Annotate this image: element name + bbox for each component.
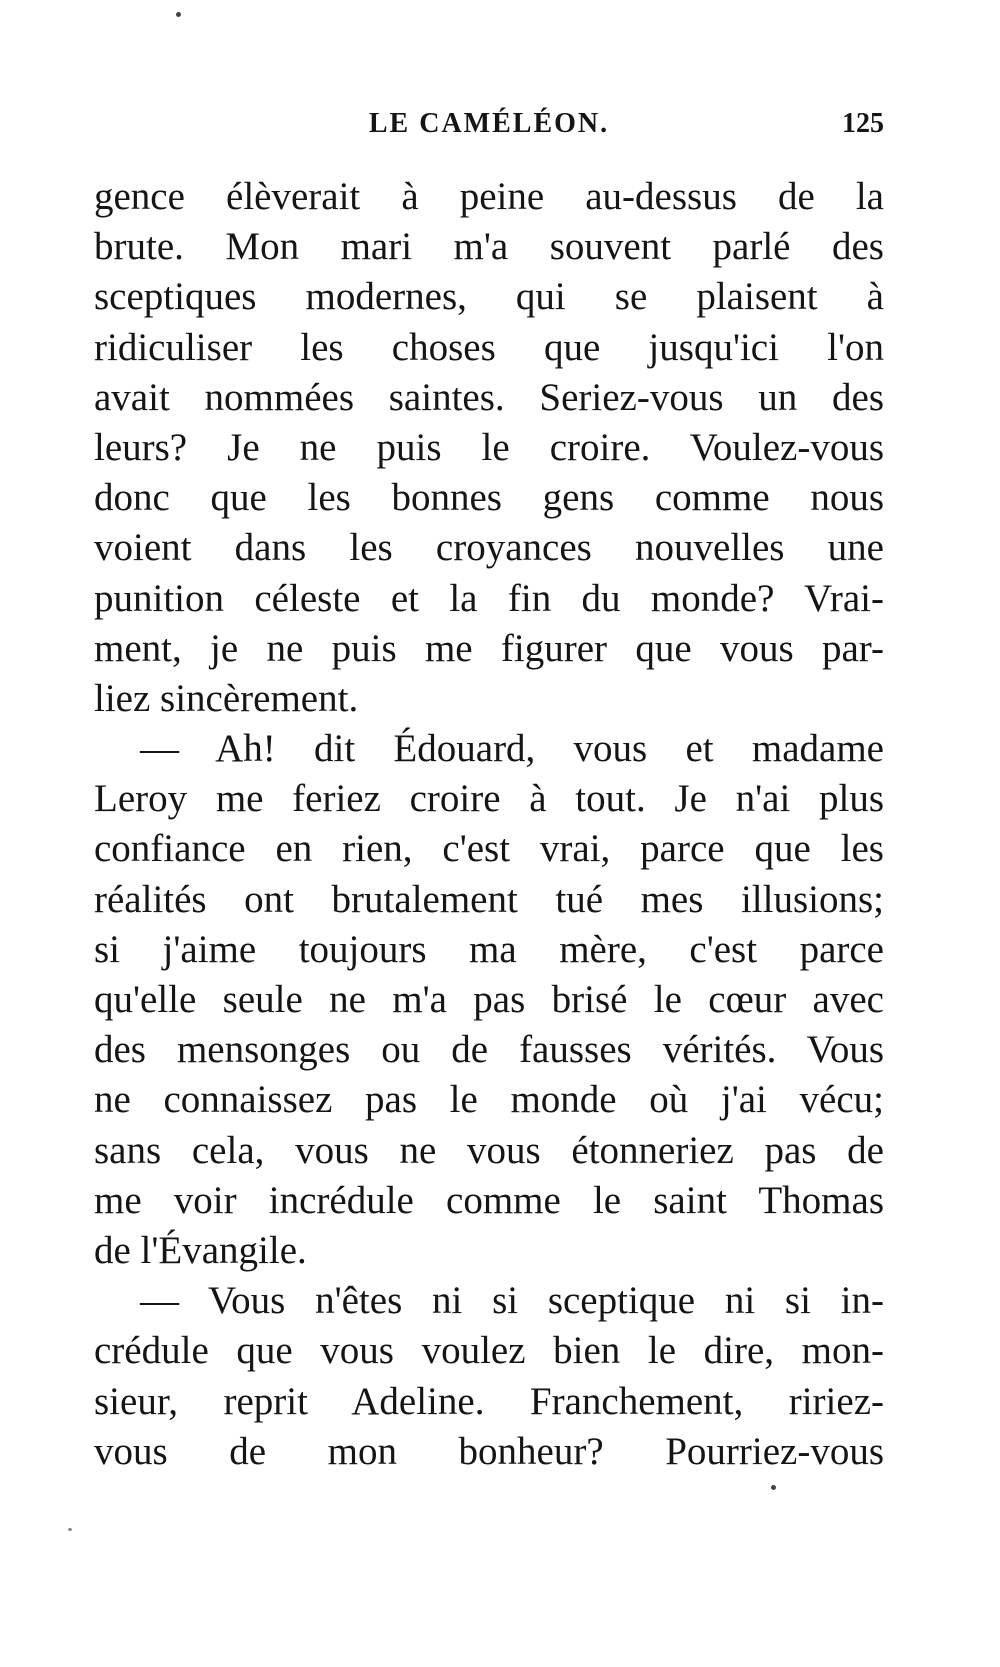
text-line: crédule que vous voulez bien le dire, mon- (94, 1329, 884, 1373)
text-line: si j'aime toujours ma mère, c'est parce (94, 927, 884, 971)
text-line: leurs? Je ne puis le croire. Voulez-vous (94, 425, 884, 469)
page-header (94, 108, 884, 148)
text-line: sceptiques modernes, qui se plaisent à (94, 275, 884, 319)
body-text (94, 172, 884, 1477)
text-line: vous de mon bonheur? Pourriez-vous (94, 1429, 884, 1473)
text-line: Leroy me feriez croire à tout. Je n'ai plus (94, 777, 884, 821)
text-line: brute. Mon mari m'a souvent parlé des (94, 225, 884, 269)
text-line: qu'elle seule ne m'a pas brisé le cœur avec (94, 978, 884, 1021)
page-number: 125 (842, 108, 884, 139)
scan-speck (771, 1485, 776, 1490)
text-line: liez sincèrement. (94, 676, 359, 720)
text-line: voient dans les croyances nouvelles une (94, 526, 884, 570)
text-line: — Ah! dit Édouard, vous et madame (140, 727, 884, 771)
text-line: sieur, reprit Adeline. Franchement, ririez- (94, 1379, 884, 1423)
text-line: des mensonges ou de fausses vérités. Vous (94, 1028, 884, 1072)
text-line: punition céleste et la fin du monde? Vrai- (94, 576, 884, 620)
text-line: avait nommées saintes. Seriez-vous un des (94, 375, 884, 419)
text-line: sans cela, vous ne vous étonneriez pas de (94, 1128, 884, 1172)
text-line: de l'Évangile. (94, 1228, 307, 1272)
text-line: ridiculiser les choses que jusqu'ici l'on (94, 325, 884, 369)
scan-speck (176, 12, 181, 17)
scan-speck (68, 1528, 72, 1531)
text-line: réalités ont brutalement tué mes illusions; (94, 877, 884, 921)
text-line: me voir incrédule comme le saint Thomas (94, 1178, 884, 1222)
text-line: confiance en rien, c'est vrai, parce que les (94, 827, 884, 871)
text-line: ment, je ne puis me figurer que vous par- (94, 626, 884, 670)
text-line: donc que les bonnes gens comme nous (94, 476, 884, 520)
running-title: LE CAMÉLÉON. (368, 108, 610, 139)
text-line: gence élèverait à peine au-dessus de la (94, 175, 884, 218)
text-line: ne connaissez pas le monde où j'ai vécu; (94, 1078, 884, 1122)
text-line: — Vous n'êtes ni si sceptique ni si in- (140, 1279, 884, 1323)
